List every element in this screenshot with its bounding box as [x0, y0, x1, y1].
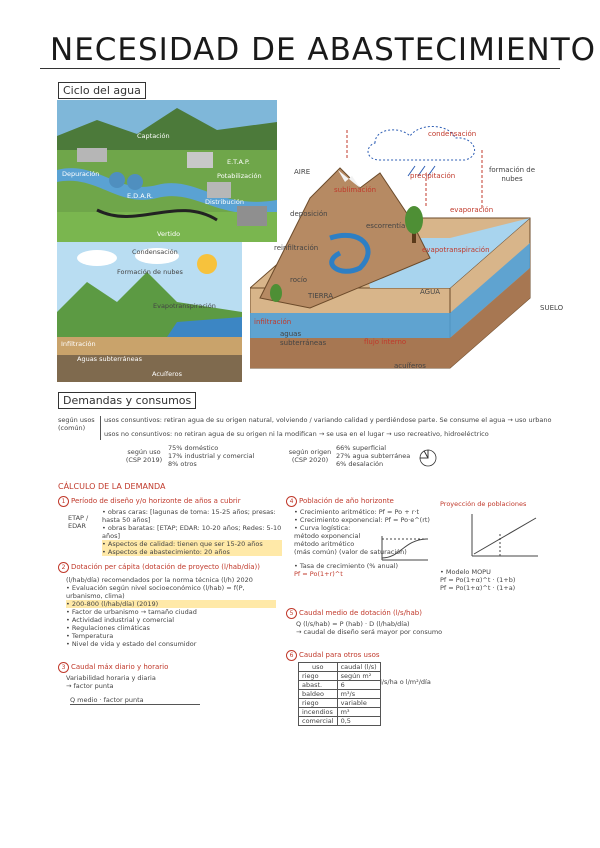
calculo-title: CÁLCULO DE LA DEMANDA — [58, 482, 166, 491]
item-2-title: Dotación per cápita (dotación de proyecto (l/hab/día)) — [71, 563, 260, 571]
table-cell: 0,5 — [337, 717, 380, 726]
table-cell: baldeo — [299, 690, 338, 699]
origen-label: según origen (CSP 2020) — [288, 448, 332, 464]
table-header-cell: uso — [299, 663, 338, 672]
item-4 — [286, 496, 436, 507]
water-cycle-diagram — [250, 118, 580, 388]
item-6 — [286, 650, 506, 661]
table-row — [299, 699, 381, 708]
label-rocio: rocío — [290, 276, 308, 284]
label-aguas-subterraneas: aguas subterráneas — [280, 330, 327, 347]
label-aire: AIRE — [294, 168, 311, 176]
item-2-line-2: • Evaluación según nivel socioeconómico (l/hab) = f(P, urbanismo, clima) — [66, 584, 245, 600]
item-4-side-title: Proyección de poblaciones — [440, 500, 527, 508]
consumption-pie — [418, 448, 438, 468]
item-4-line-6: (más común) (valor de saturación) — [294, 548, 407, 556]
item-4-side-line-3: Pf = Po(1+α)^t · (1+a) — [440, 584, 516, 592]
usos-line-1: usos consuntivos: retiran agua de su origen natural, volviendo / variando calidad y perdiéndose parte. Se consume el agua → uso urbano — [104, 416, 552, 424]
item-5 — [286, 608, 506, 619]
label-infiltracion: infiltración — [254, 318, 292, 326]
label-escorrentia: escorrentía — [366, 222, 406, 230]
item-4-line-3: • Curva logística: — [294, 524, 351, 532]
section-water-cycle: Ciclo del agua — [58, 84, 146, 97]
table-cell: riego — [299, 672, 338, 681]
item-2-lines — [66, 576, 276, 648]
label-reinfiltracion: reinfiltración — [274, 244, 319, 252]
origen-value-2: 27% agua subterránea — [336, 452, 411, 460]
item-1-line-3: • Aspectos de calidad: tienen que ser 15-20 años — [102, 540, 282, 548]
pie-slices — [420, 450, 436, 466]
table-cell: m³ — [337, 708, 380, 717]
item-5-line-2: → caudal de diseño será mayor por consumo — [296, 628, 443, 636]
table-row — [299, 681, 381, 690]
pie-slice — [420, 451, 428, 458]
usos-line-2: usos no consuntivos: no retiran agua de su origen ni la modifican → se usa en el lugar → uso recreativo, hidroeléctrico — [104, 430, 489, 438]
photo1-label-vertido: Vertido — [157, 230, 181, 238]
uso-values — [168, 444, 268, 468]
page-title: NECESIDAD DE ABASTECIMIENTO — [50, 32, 597, 68]
origen-value-1: 66% superficial — [336, 444, 387, 452]
item-5-lines — [296, 620, 526, 636]
projection-sketch — [470, 512, 540, 558]
logistic-curve-sketch — [380, 534, 430, 562]
photo2-label-aguas-subterraneas: Aguas subterráneas — [77, 355, 143, 363]
table-row — [299, 708, 381, 717]
photo1-label-edar: E.D.A.R. — [127, 192, 153, 200]
item-6-title: Caudal para otros usos — [299, 651, 380, 659]
item-5-line-1: Q (l/s/hab) = P (hab) · D (l/hab/día) — [296, 620, 410, 628]
item-2-line-5: • Actividad industrial y comercial — [66, 616, 175, 624]
item-3-number: 3 — [58, 662, 69, 673]
item-3-formula: Q medio · factor punta — [70, 696, 200, 705]
label-acuiferos: acuíferos — [394, 362, 426, 370]
photo1-label-captacion: Captación — [137, 132, 170, 140]
origen-value-3: 6% desalación — [336, 460, 384, 468]
uso-label: según uso (CSP 2019) — [125, 448, 163, 464]
item-2-line-4: • Factor de urbanismo → tamaño ciudad — [66, 608, 197, 616]
item-4-line-8: Pf = Po(1+r)^t — [294, 570, 343, 578]
item-4-title: Población de año horizonte — [299, 497, 394, 505]
item-2-line-3: • 200-800 (l/hab/día) (2019) — [66, 600, 276, 608]
photo2-label-formacion: Formación de nubes — [117, 268, 183, 276]
item-1 — [58, 496, 278, 507]
label-agua: AGUA — [420, 288, 441, 296]
photo2-label-acuiferos: Acuíferos — [152, 370, 183, 378]
item-2-line-7: • Temperatura — [66, 632, 114, 640]
label-evaporacion: evaporación — [450, 206, 494, 214]
photo1-label-depuracion: Depuración — [62, 170, 100, 178]
item-3-line-1: Variabilidad horaria y diaria — [66, 674, 156, 682]
item-4-side-line-1: • Modelo MOPU — [440, 568, 491, 576]
item-4-number: 4 — [286, 496, 297, 507]
table-cell: m³/s — [337, 690, 380, 699]
item-4-side-line-2: Pf = Po(1+α)^t · (1+b) — [440, 576, 516, 584]
item-4-line-4: método exponencial — [294, 532, 361, 540]
uso-value-3: 8% otros — [168, 460, 197, 468]
other-uses-table — [298, 662, 381, 726]
table-row — [299, 672, 381, 681]
label-deposicion: deposición — [290, 210, 328, 218]
label-condensacion: condensación — [428, 130, 477, 138]
title-underline — [40, 68, 560, 69]
water-supply-illustration — [57, 100, 277, 242]
label-suelo: SUELO — [540, 304, 564, 312]
item-1-line-4: • Aspectos de abastecimiento: 20 años — [102, 548, 282, 556]
item-2-number: 2 — [58, 562, 69, 573]
photo2-label-evapotranspiracion: Evapotranspiración — [153, 302, 216, 310]
table-row — [299, 690, 381, 699]
photo1-label-distribucion: Distribución — [205, 198, 244, 206]
table-cell: 6 — [337, 681, 380, 690]
label-formacion-nubes: formación de nubes — [488, 166, 536, 183]
table-cell: según m² — [337, 672, 380, 681]
usos-bracket — [100, 416, 101, 440]
label-flujo-interno: flujo interno — [364, 338, 407, 346]
label-tierra: TIERRA — [308, 292, 333, 300]
label-evapotranspiracion: evapotranspiración — [422, 246, 490, 254]
item-5-title: Caudal medio de dotación (l/s/hab) — [299, 609, 422, 617]
item-3-lines — [66, 674, 266, 690]
uso-value-1: 75% doméstico — [168, 444, 219, 452]
item-1-side: ETAP / EDAR — [68, 514, 89, 530]
item-6-number: 6 — [286, 650, 297, 661]
table-header-row — [299, 663, 381, 672]
table-row — [299, 717, 381, 726]
table-cell: variable — [337, 699, 380, 708]
photo1-label-potabilizacion: Potabilización — [217, 172, 262, 180]
table-cell: comercial — [299, 717, 338, 726]
item-5-number: 5 — [286, 608, 297, 619]
item-2-line-6: • Regulaciones climáticas — [66, 624, 150, 632]
pie-slice — [424, 450, 428, 458]
uso-value-2: 17% industrial y comercial — [168, 452, 255, 460]
item-2 — [58, 562, 278, 573]
item-4-line-2: • Crecimiento exponencial: Pf = Po·e^(rt) — [294, 516, 430, 524]
table-header-cell: caudal (l/s) — [337, 663, 380, 672]
water-cycle-illustration — [57, 242, 242, 382]
item-1-line-2: • obras baratas: [ETAP; EDAR: 10-20 años; Redes: 5-10 años] — [102, 524, 282, 540]
photo2-label-condensacion: Condensación — [132, 248, 178, 256]
table-cell: abast. — [299, 681, 338, 690]
table-cell: incendios — [299, 708, 338, 717]
item-4-side-lines — [440, 568, 580, 592]
item-3-title: Caudal máx diario y horario — [71, 663, 169, 671]
label-precipitacion: precipitación — [410, 172, 456, 180]
item-2-line-8: • Nivel de vida y estado del consumidor — [66, 640, 197, 648]
item-3-line-2: → factor punta — [66, 682, 114, 690]
item-4-line-7: • Tasa de crecimiento (% anual) — [294, 562, 399, 570]
item-1-number: 1 — [58, 496, 69, 507]
table-cell: riego — [299, 699, 338, 708]
item-3 — [58, 662, 278, 673]
usos-label: según usos (común) — [58, 416, 95, 432]
section-demands: Demandas y consumos — [58, 394, 196, 407]
item-1-lines — [102, 508, 282, 556]
item-6-side: l/s/ha o l/m²/día — [380, 678, 431, 686]
label-sublimacion: sublimación — [334, 186, 377, 194]
item-1-line-1: • obras caras: [lagunas de toma: 15-25 años; presas: hasta 50 años] — [102, 508, 276, 524]
photo1-label-etap: E.T.A.P. — [227, 158, 250, 166]
item-4-line-1: • Crecimiento aritmético: Pf = Po + r·t — [294, 508, 420, 516]
item-4-line-5: método aritmético — [294, 540, 355, 548]
photo2-label-infiltracion: Infiltración — [61, 340, 96, 348]
item-2-line-1: (l/hab/día) recomendados por la norma técnica (l/h) 2020 — [66, 576, 253, 584]
item-1-title: Período de diseño y/o horizonte de años a cubrir — [71, 497, 241, 505]
